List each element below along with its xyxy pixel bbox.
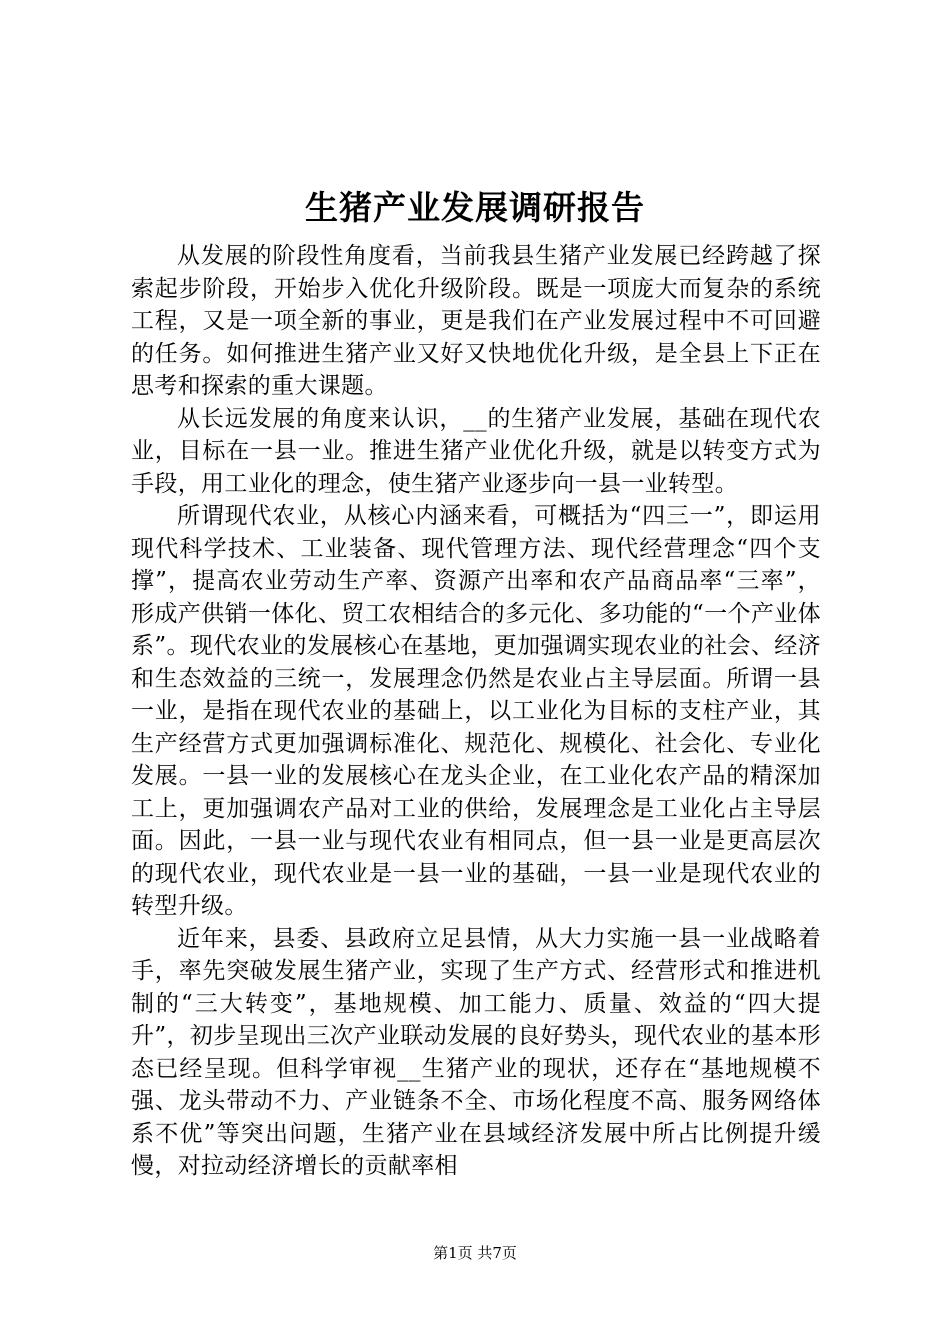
document-title: 生猪产业发展调研报告 — [305, 188, 645, 227]
paragraph-3: 所谓现代农业，从核心内涵来看，可概括为“四三一”，即运用现代科学技术、工业装备、现代管理方法、现代经营理念“四个支撑”，提高农业劳动生产率、资源产出率和农产品商品率“三率”，形成产供销一体化、贸工农相结合的多元化、多功能的“一个产业体系”。现代农业的发展核心在基地，更加强调实现农业的社会、经济和生态效益的三统一，发展理念仍然是农业占主导层面。所谓一县一业，是指在现代农业的基础上，以工业化为目标的支柱产业，其生产经营方式更加强调标准化、规范化、规模化、社会化、专业化发展。一县一业的发展核心在龙头企业，在工业化农产品的精深加工上，更加强调农产品对工业的供给，发展理念是工业化占主导层面。因此，一县一业与现代农业有相同点，但一县一业是更高层次的现代农业，现代农业是一县一业的基础，一县一业是现代农业的转型升级。 — [131, 503, 821, 919]
paragraph-2: 从长远发展的角度来认识，__的生猪产业发展，基础在现代农业，目标在一县一业。推进生猪产业优化升级，就是以转变方式为手段，用工业化的理念，使生猪产业逐步向一县一业转型。 — [131, 405, 821, 497]
page-footer: 第1页 共7页 — [433, 1244, 517, 1262]
paragraph-4: 近年来，县委、县政府立足县情，从大力实施一县一业战略着手，率先突破发展生猪产业，实现了生产方式、经营形式和推进机制的“三大转变”，基地规模、加工能力、质量、效益的“四大提升”，初步呈现出三次产业联动发展的良好势头，现代农业的基本形态已经呈现。但科学审视__生猪产业的现状，还存在“基地规模不强、龙头带动不力、产业链条不全、市场化程度不高、服务网络体系不优”等突出问题，生猪产业在县域经济发展中所占比例提升缓慢，对拉动经济增长的贡献率相 — [131, 925, 821, 1179]
document-body — [131, 240, 821, 1183]
paragraph-1: 从发展的阶段性角度看，当前我县生猪产业发展已经跨越了探索起步阶段，开始步入优化升级阶段。既是一项庞大而复杂的系统工程，又是一项全新的事业，更是我们在产业发展过程中不可回避的任务。如何推进生猪产业又好又快地优化升级，是全县上下正在思考和探索的重大课题。 — [131, 243, 821, 399]
